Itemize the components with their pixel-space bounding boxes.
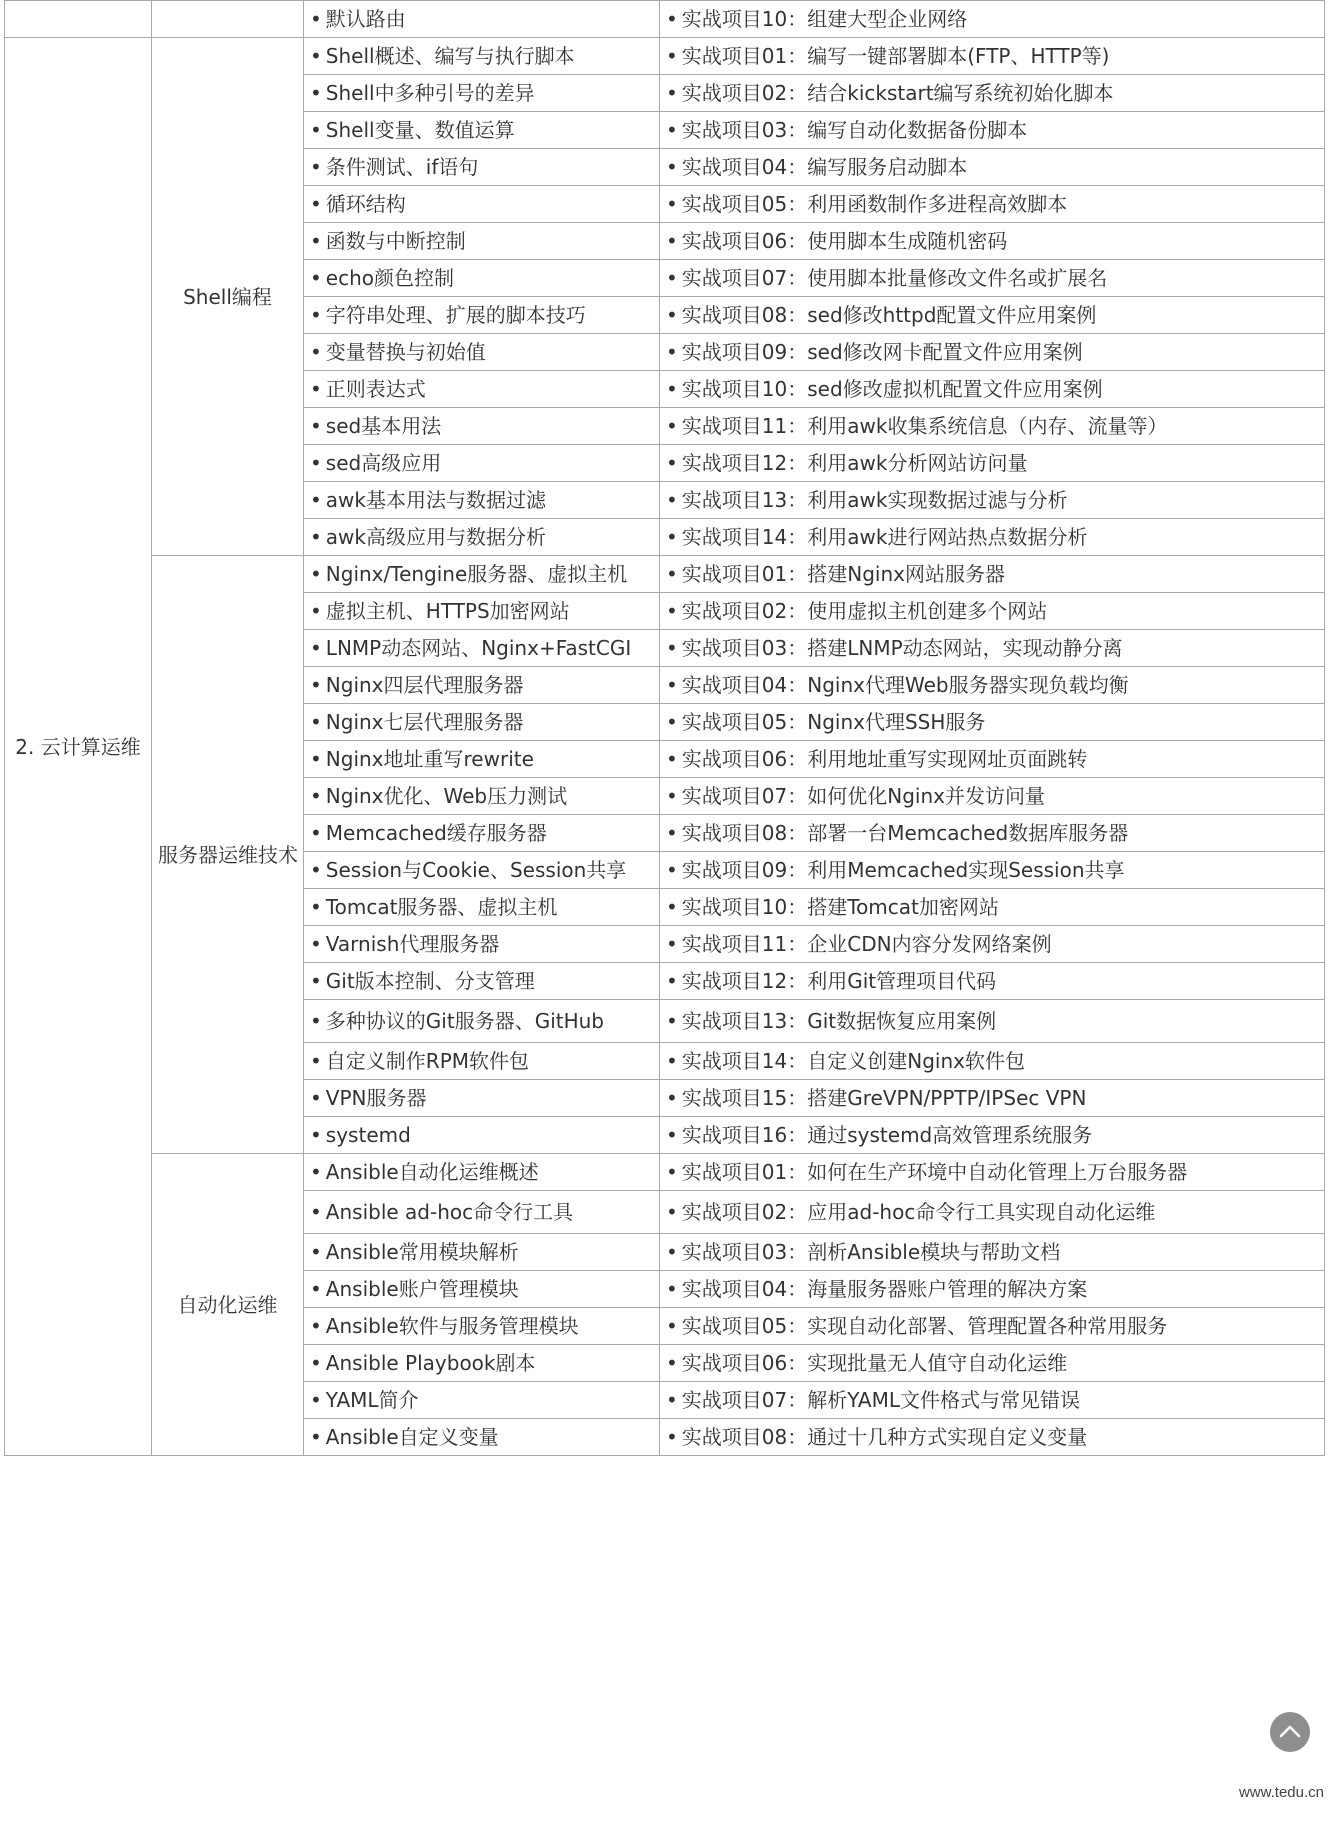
project-text: 实战项目05：Nginx代理SSH服务 — [681, 710, 986, 734]
project-cell — [660, 297, 1325, 334]
topic-cell — [304, 1234, 660, 1271]
project-cell — [660, 1117, 1325, 1154]
topic-text: Ansible自定义变量 — [325, 1425, 499, 1449]
topic-text: Shell中多种引号的差异 — [325, 81, 535, 105]
topic-cell — [304, 778, 660, 815]
topic-text: Nginx七层代理服务器 — [325, 710, 524, 734]
project-text: 实战项目09：利用Memcached实现Session共享 — [681, 858, 1125, 882]
topic-text: 变量替换与初始值 — [325, 340, 486, 364]
table-row — [5, 556, 1325, 593]
topic-cell — [304, 482, 660, 519]
bullet: • — [310, 1388, 322, 1412]
bullet: • — [310, 1200, 322, 1224]
topic-cell — [304, 334, 660, 371]
bullet: • — [310, 1049, 322, 1073]
section-cell-empty — [152, 1, 304, 38]
project-text: 实战项目08：sed修改httpd配置文件应用案例 — [681, 303, 1097, 327]
project-cell — [660, 889, 1325, 926]
topic-cell — [304, 963, 660, 1000]
project-cell — [660, 1000, 1325, 1043]
bullet: • — [310, 1160, 322, 1184]
project-text: 实战项目06：利用地址重写实现网址页面跳转 — [681, 747, 1088, 771]
topic-cell — [304, 1271, 660, 1308]
project-cell — [660, 371, 1325, 408]
project-cell — [660, 667, 1325, 704]
topic-text: Memcached缓存服务器 — [325, 821, 547, 845]
bullet: • — [666, 1314, 678, 1338]
topic-cell — [304, 408, 660, 445]
topic-cell — [304, 1419, 660, 1456]
bullet: • — [666, 821, 678, 845]
project-cell — [660, 741, 1325, 778]
bullet: • — [666, 784, 678, 808]
bullet: • — [310, 1123, 322, 1147]
project-text: 实战项目14：自定义创建Nginx软件包 — [681, 1049, 1025, 1073]
bullet: • — [310, 192, 322, 216]
bullet: • — [666, 1049, 678, 1073]
section-cell: Shell编程 — [152, 38, 304, 556]
section-cell: 服务器运维技术 — [152, 556, 304, 1154]
project-cell — [660, 519, 1325, 556]
project-text: 实战项目11：企业CDN内容分发网络案例 — [681, 932, 1052, 956]
bullet: • — [666, 81, 678, 105]
topic-cell — [304, 1345, 660, 1382]
project-cell — [660, 260, 1325, 297]
bullet: • — [666, 303, 678, 327]
topic-cell — [304, 371, 660, 408]
topic-cell — [304, 1308, 660, 1345]
project-text: 实战项目10：搭建Tomcat加密网站 — [681, 895, 999, 919]
topic-cell — [304, 667, 660, 704]
bullet: • — [666, 1425, 678, 1449]
topic-cell — [304, 186, 660, 223]
project-cell — [660, 1308, 1325, 1345]
bullet: • — [666, 932, 678, 956]
topic-text: Ansible ad-hoc命令行工具 — [325, 1200, 574, 1224]
bullet: • — [310, 525, 322, 549]
bullet: • — [666, 710, 678, 734]
bullet: • — [666, 44, 678, 68]
project-cell — [660, 1080, 1325, 1117]
bullet: • — [310, 81, 322, 105]
project-cell — [660, 1234, 1325, 1271]
bullet: • — [666, 229, 678, 253]
bullet: • — [310, 118, 322, 142]
table-row — [5, 38, 1325, 75]
project-cell — [660, 482, 1325, 519]
project-text: 实战项目06：使用脚本生成随机密码 — [681, 229, 1008, 253]
project-text: 实战项目14：利用awk进行网站热点数据分析 — [681, 525, 1088, 549]
bullet: • — [310, 229, 322, 253]
topic-text: Nginx优化、Web压力测试 — [325, 784, 568, 808]
project-cell — [660, 1154, 1325, 1191]
project-cell — [660, 445, 1325, 482]
project-cell — [660, 963, 1325, 1000]
project-text: 实战项目02：结合kickstart编写系统初始化脚本 — [681, 81, 1114, 105]
topic-cell — [304, 297, 660, 334]
bullet: • — [666, 1277, 678, 1301]
bullet: • — [310, 1351, 322, 1375]
project-cell — [660, 1345, 1325, 1382]
bullet: • — [666, 1240, 678, 1264]
module-cell: 2. 云计算运维 — [5, 38, 152, 1456]
bullet: • — [310, 377, 322, 401]
bullet: • — [310, 821, 322, 845]
topic-cell — [304, 1117, 660, 1154]
topic-text: YAML简介 — [325, 1388, 419, 1412]
topic-text: 正则表达式 — [325, 377, 426, 401]
project-cell — [660, 852, 1325, 889]
bullet: • — [310, 155, 322, 179]
topic-cell — [304, 1080, 660, 1117]
topic-text: Nginx地址重写rewrite — [325, 747, 534, 771]
topic-text: Shell概述、编写与执行脚本 — [325, 44, 575, 68]
bullet: • — [310, 1277, 322, 1301]
bullet: • — [310, 303, 322, 327]
project-text: 实战项目08：通过十几种方式实现自定义变量 — [681, 1425, 1088, 1449]
bullet: • — [310, 858, 322, 882]
module-cell-empty — [5, 1, 152, 38]
topic-text: LNMP动态网站、Nginx+FastCGI — [325, 636, 632, 660]
bullet: • — [666, 414, 678, 438]
topic-text: Nginx四层代理服务器 — [325, 673, 524, 697]
topic-text: Shell变量、数值运算 — [325, 118, 515, 142]
topic-text: 条件测试、if语句 — [325, 155, 479, 179]
project-text: 实战项目15：搭建GreVPN/PPTP/IPSec VPN — [681, 1086, 1087, 1110]
chevron-up-icon — [1270, 1712, 1310, 1752]
project-cell — [660, 1271, 1325, 1308]
bullet: • — [666, 7, 678, 31]
topic-cell — [304, 1000, 660, 1043]
bullet: • — [666, 340, 678, 364]
bullet: • — [310, 44, 322, 68]
bullet: • — [666, 895, 678, 919]
project-cell — [660, 75, 1325, 112]
project-cell — [660, 408, 1325, 445]
project-cell — [660, 1, 1325, 38]
topic-text: echo颜色控制 — [325, 266, 455, 290]
topic-text: Ansible Playbook剧本 — [325, 1351, 536, 1375]
bullet: • — [666, 192, 678, 216]
topic-cell — [304, 1154, 660, 1191]
project-text: 实战项目09：sed修改网卡配置文件应用案例 — [681, 340, 1083, 364]
topic-text: Nginx/Tengine服务器、虚拟主机 — [325, 562, 628, 586]
topic-cell — [304, 1382, 660, 1419]
bullet: • — [310, 599, 322, 623]
bullet: • — [310, 414, 322, 438]
project-text: 实战项目03：搭建LNMP动态网站，实现动静分离 — [681, 636, 1123, 660]
bullet: • — [666, 636, 678, 660]
topic-cell — [304, 260, 660, 297]
topic-cell — [304, 630, 660, 667]
topic-cell — [304, 519, 660, 556]
bullet: • — [666, 451, 678, 475]
bullet: • — [666, 155, 678, 179]
project-text: 实战项目08：部署一台Memcached数据库服务器 — [681, 821, 1129, 845]
project-cell — [660, 1419, 1325, 1456]
bullet: • — [310, 7, 322, 31]
bullet: • — [310, 1009, 322, 1033]
project-cell — [660, 926, 1325, 963]
project-text: 实战项目03：剖析Ansible模块与帮助文档 — [681, 1240, 1061, 1264]
topic-text: 虚拟主机、HTTPS加密网站 — [325, 599, 570, 623]
topic-cell — [304, 445, 660, 482]
project-text: 实战项目04：海量服务器账户管理的解决方案 — [681, 1277, 1088, 1301]
topic-text: awk高级应用与数据分析 — [325, 525, 546, 549]
table-row — [5, 1, 1325, 38]
topic-text: 自定义制作RPM软件包 — [325, 1049, 530, 1073]
bullet: • — [666, 1123, 678, 1147]
topic-text: 字符串处理、扩展的脚本技巧 — [325, 303, 586, 327]
topic-cell — [304, 112, 660, 149]
topic-cell — [304, 149, 660, 186]
project-text: 实战项目06：实现批量无人值守自动化运维 — [681, 1351, 1068, 1375]
topic-text: Git版本控制、分支管理 — [325, 969, 535, 993]
topic-cell — [304, 223, 660, 260]
bullet: • — [310, 1240, 322, 1264]
topic-cell — [304, 926, 660, 963]
topic-cell — [304, 889, 660, 926]
topic-text: 多种协议的Git服务器、GitHub — [325, 1009, 604, 1033]
bullet: • — [310, 747, 322, 771]
topic-text: awk基本用法与数据过滤 — [325, 488, 546, 512]
project-cell — [660, 1382, 1325, 1419]
project-text: 实战项目04：编写服务启动脚本 — [681, 155, 968, 179]
project-text: 实战项目07：使用脚本批量修改文件名或扩展名 — [681, 266, 1108, 290]
curriculum-table — [4, 0, 1325, 1456]
topic-text: Ansible软件与服务管理模块 — [325, 1314, 579, 1338]
project-text: 实战项目13：利用awk实现数据过滤与分析 — [681, 488, 1068, 512]
bullet: • — [666, 377, 678, 401]
topic-text: sed高级应用 — [325, 451, 442, 475]
topic-cell — [304, 75, 660, 112]
topic-text: Ansible自动化运维概述 — [325, 1160, 539, 1184]
bullet: • — [310, 1425, 322, 1449]
topic-text: Varnish代理服务器 — [325, 932, 500, 956]
bullet: • — [666, 525, 678, 549]
topic-cell — [304, 556, 660, 593]
project-text: 实战项目05：利用函数制作多进程高效脚本 — [681, 192, 1068, 216]
project-text: 实战项目05：实现自动化部署、管理配置各种常用服务 — [681, 1314, 1168, 1338]
project-text: 实战项目03：编写自动化数据备份脚本 — [681, 118, 1028, 142]
topic-cell — [304, 1191, 660, 1234]
bullet: • — [310, 784, 322, 808]
topic-text: Ansible常用模块解析 — [325, 1240, 519, 1264]
project-cell — [660, 630, 1325, 667]
bullet: • — [666, 858, 678, 882]
project-text: 实战项目04：Nginx代理Web服务器实现负载均衡 — [681, 673, 1129, 697]
topic-text: 函数与中断控制 — [325, 229, 466, 253]
bullet: • — [310, 562, 322, 586]
project-cell — [660, 704, 1325, 741]
project-cell — [660, 149, 1325, 186]
topic-cell — [304, 1043, 660, 1080]
section-cell: 自动化运维 — [152, 1154, 304, 1456]
project-text: 实战项目02：使用虚拟主机创建多个网站 — [681, 599, 1048, 623]
bullet: • — [310, 451, 322, 475]
site-url: www.tedu.cn — [1238, 1784, 1324, 1801]
topic-text: Ansible账户管理模块 — [325, 1277, 519, 1301]
project-text: 实战项目16：通过systemd高效管理系统服务 — [681, 1123, 1093, 1147]
bullet: • — [310, 969, 322, 993]
bullet: • — [666, 1351, 678, 1375]
project-text: 实战项目10：sed修改虚拟机配置文件应用案例 — [681, 377, 1103, 401]
topic-cell — [304, 704, 660, 741]
project-text: 实战项目13：Git数据恢复应用案例 — [681, 1009, 997, 1033]
bullet: • — [310, 488, 322, 512]
bullet: • — [310, 340, 322, 364]
topic-cell — [304, 815, 660, 852]
bullet: • — [666, 1086, 678, 1110]
curriculum-table-body — [5, 1, 1325, 1456]
topic-text: systemd — [325, 1123, 411, 1147]
project-text: 实战项目10：组建大型企业网络 — [681, 7, 968, 31]
topic-text: 循环结构 — [325, 192, 406, 216]
project-text: 实战项目07：如何优化Nginx并发访问量 — [681, 784, 1045, 808]
bullet: • — [666, 118, 678, 142]
project-cell — [660, 593, 1325, 630]
project-cell — [660, 186, 1325, 223]
project-cell — [660, 1191, 1325, 1234]
project-text: 实战项目01：搭建Nginx网站服务器 — [681, 562, 1005, 586]
project-text: 实战项目07：解析YAML文件格式与常见错误 — [681, 1388, 1080, 1412]
topic-cell — [304, 593, 660, 630]
project-text: 实战项目12：利用awk分析网站访问量 — [681, 451, 1028, 475]
topic-text: VPN服务器 — [325, 1086, 427, 1110]
topic-cell — [304, 741, 660, 778]
project-cell — [660, 112, 1325, 149]
project-cell — [660, 778, 1325, 815]
project-cell — [660, 556, 1325, 593]
topic-text: 默认路由 — [325, 7, 406, 31]
bullet: • — [666, 1388, 678, 1412]
bullet: • — [666, 266, 678, 290]
project-cell — [660, 334, 1325, 371]
project-text: 实战项目02：应用ad-hoc命令行工具实现自动化运维 — [681, 1200, 1156, 1224]
bullet: • — [310, 1086, 322, 1110]
project-cell — [660, 223, 1325, 260]
project-cell — [660, 38, 1325, 75]
topic-cell — [304, 1, 660, 38]
back-to-top-button[interactable] — [1270, 1712, 1310, 1752]
bullet: • — [310, 895, 322, 919]
project-cell — [660, 1043, 1325, 1080]
bullet: • — [666, 747, 678, 771]
topic-cell — [304, 852, 660, 889]
bullet: • — [310, 1314, 322, 1338]
topic-text: Session与Cookie、Session共享 — [325, 858, 627, 882]
bullet: • — [666, 1009, 678, 1033]
bullet: • — [666, 1200, 678, 1224]
bullet: • — [666, 488, 678, 512]
project-text: 实战项目01：如何在生产环境中自动化管理上万台服务器 — [681, 1160, 1188, 1184]
project-text: 实战项目11：利用awk收集系统信息（内存、流量等） — [681, 414, 1168, 438]
topic-text: Tomcat服务器、虚拟主机 — [325, 895, 558, 919]
topic-cell — [304, 38, 660, 75]
bullet: • — [310, 932, 322, 956]
table-row — [5, 1154, 1325, 1191]
bullet: • — [666, 562, 678, 586]
topic-text: sed基本用法 — [325, 414, 442, 438]
project-text: 实战项目01：编写一键部署脚本(FTP、HTTP等) — [681, 44, 1110, 68]
bullet: • — [666, 599, 678, 623]
bullet: • — [310, 636, 322, 660]
project-text: 实战项目12：利用Git管理项目代码 — [681, 969, 997, 993]
bullet: • — [666, 673, 678, 697]
bullet: • — [310, 266, 322, 290]
bullet: • — [666, 1160, 678, 1184]
bullet: • — [310, 673, 322, 697]
bullet: • — [310, 710, 322, 734]
project-cell — [660, 815, 1325, 852]
bullet: • — [666, 969, 678, 993]
